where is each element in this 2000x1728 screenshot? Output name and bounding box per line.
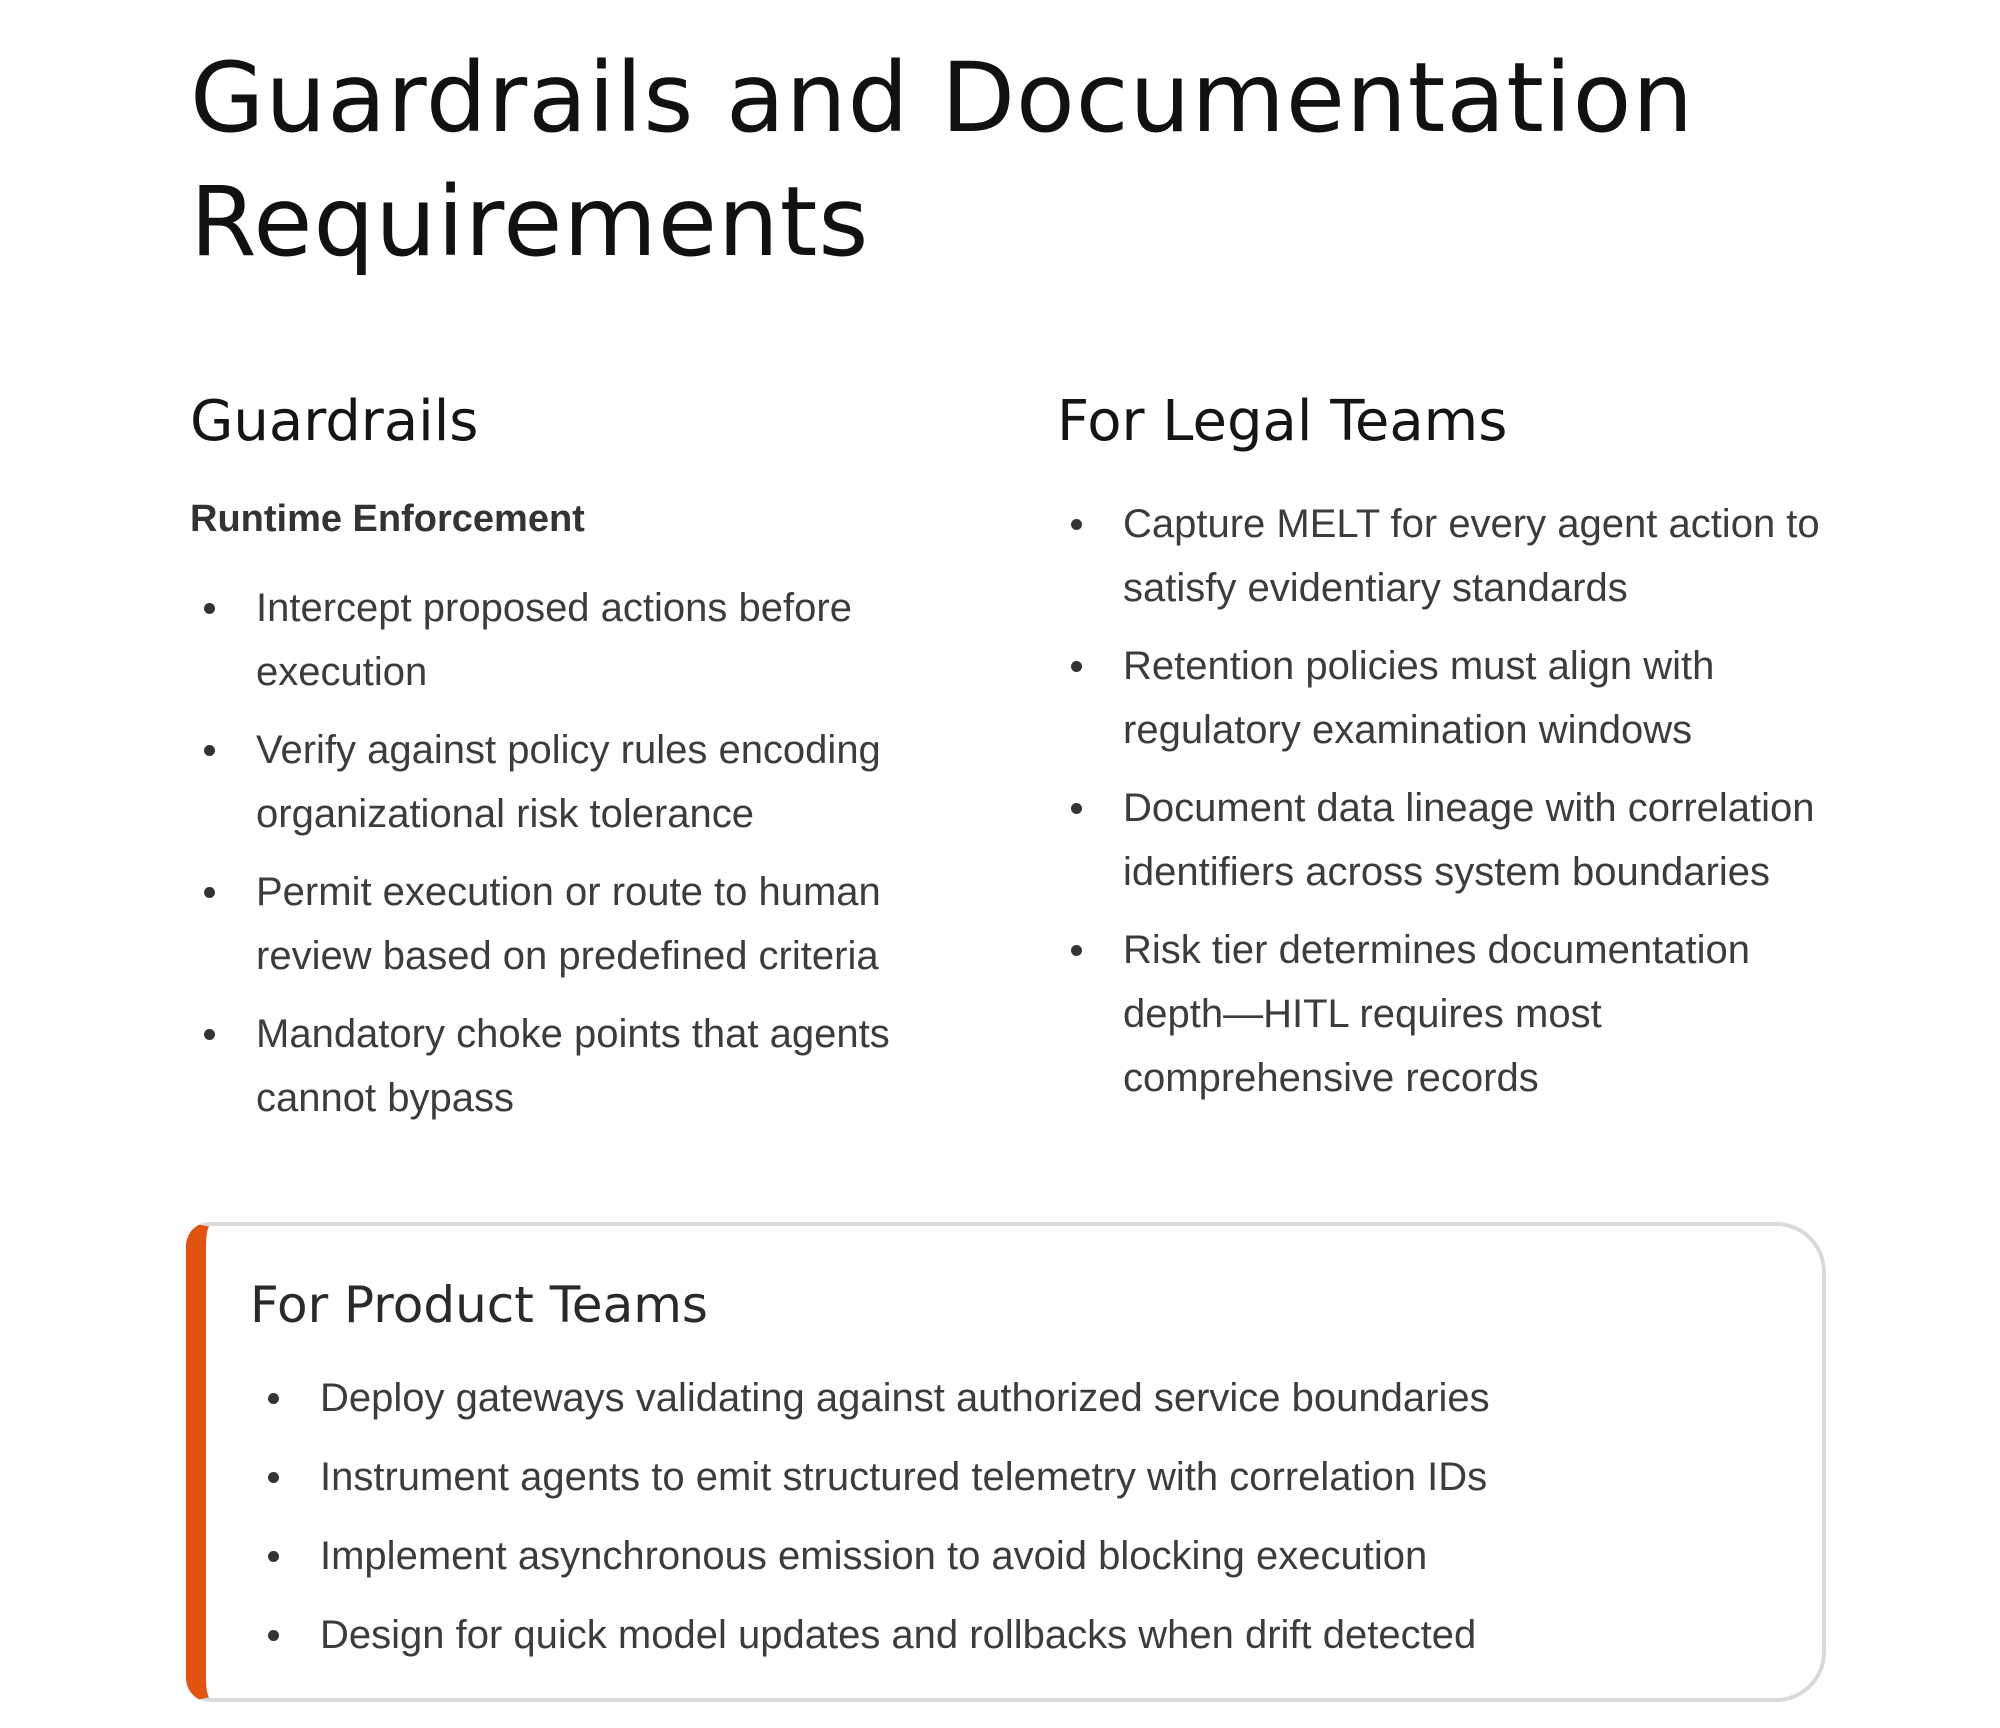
list-item bbox=[190, 1002, 950, 1130]
guardrails-heading: Guardrails bbox=[190, 389, 479, 454]
bullet-icon bbox=[268, 1630, 279, 1641]
list-item-text: Retention policies must align with regulatory examination windows bbox=[1123, 644, 1715, 752]
list-item bbox=[190, 860, 950, 988]
list-item bbox=[254, 1524, 1794, 1588]
guardrails-section bbox=[190, 380, 950, 1144]
bullet-icon bbox=[1071, 661, 1082, 672]
bullet-icon bbox=[1071, 519, 1082, 530]
list-item-text: Capture MELT for every agent action to satisfy evidentiary standards bbox=[1123, 502, 1820, 610]
list-item bbox=[190, 576, 950, 704]
runtime-enforcement-subheading: Runtime Enforcement bbox=[190, 498, 585, 540]
bullet-icon bbox=[268, 1472, 279, 1483]
list-item-text: Intercept proposed actions before execution bbox=[256, 586, 852, 694]
list-item bbox=[254, 1603, 1794, 1667]
bullet-icon bbox=[204, 603, 215, 614]
legal-teams-heading: For Legal Teams bbox=[1057, 389, 1508, 454]
list-item bbox=[1057, 776, 1837, 904]
list-item bbox=[254, 1445, 1794, 1509]
list-item bbox=[1057, 918, 1837, 1110]
list-item-text: Permit execution or route to human review based on predefined criteria bbox=[256, 870, 881, 978]
legal-teams-list bbox=[1057, 492, 1837, 1110]
legal-teams-section bbox=[1057, 380, 1837, 1124]
bullet-icon bbox=[1071, 803, 1082, 814]
bullet-icon bbox=[204, 745, 215, 756]
list-item-text: Instrument agents to emit structured telemetry with correlation IDs bbox=[320, 1455, 1488, 1499]
list-item-text: Implement asynchronous emission to avoid blocking execution bbox=[320, 1534, 1428, 1578]
list-item bbox=[190, 718, 950, 846]
list-item bbox=[254, 1366, 1794, 1430]
page-title: Guardrails and Documentation Requirements bbox=[190, 42, 1695, 278]
list-item-text: Document data lineage with correlation identifiers across system boundaries bbox=[1123, 786, 1815, 894]
bullet-icon bbox=[268, 1551, 279, 1562]
list-item-text: Deploy gateways validating against authorized service boundaries bbox=[320, 1376, 1490, 1420]
list-item-text: Verify against policy rules encoding organizational risk tolerance bbox=[256, 728, 881, 836]
list-item-text: Design for quick model updates and rollbacks when drift detected bbox=[320, 1613, 1477, 1657]
product-teams-card bbox=[186, 1222, 1826, 1702]
bullet-icon bbox=[268, 1393, 279, 1404]
guardrails-list bbox=[190, 576, 950, 1130]
product-teams-heading: For Product Teams bbox=[250, 1276, 708, 1334]
list-item-text: Risk tier determines documentation depth—HITL requires most comprehensive records bbox=[1123, 928, 1750, 1100]
bullet-icon bbox=[204, 1029, 215, 1040]
bullet-icon bbox=[204, 887, 215, 898]
product-teams-list bbox=[254, 1366, 1794, 1682]
bullet-icon bbox=[1071, 945, 1082, 956]
list-item-text: Mandatory choke points that agents cannot bypass bbox=[256, 1012, 890, 1120]
list-item bbox=[1057, 634, 1837, 762]
list-item bbox=[1057, 492, 1837, 620]
